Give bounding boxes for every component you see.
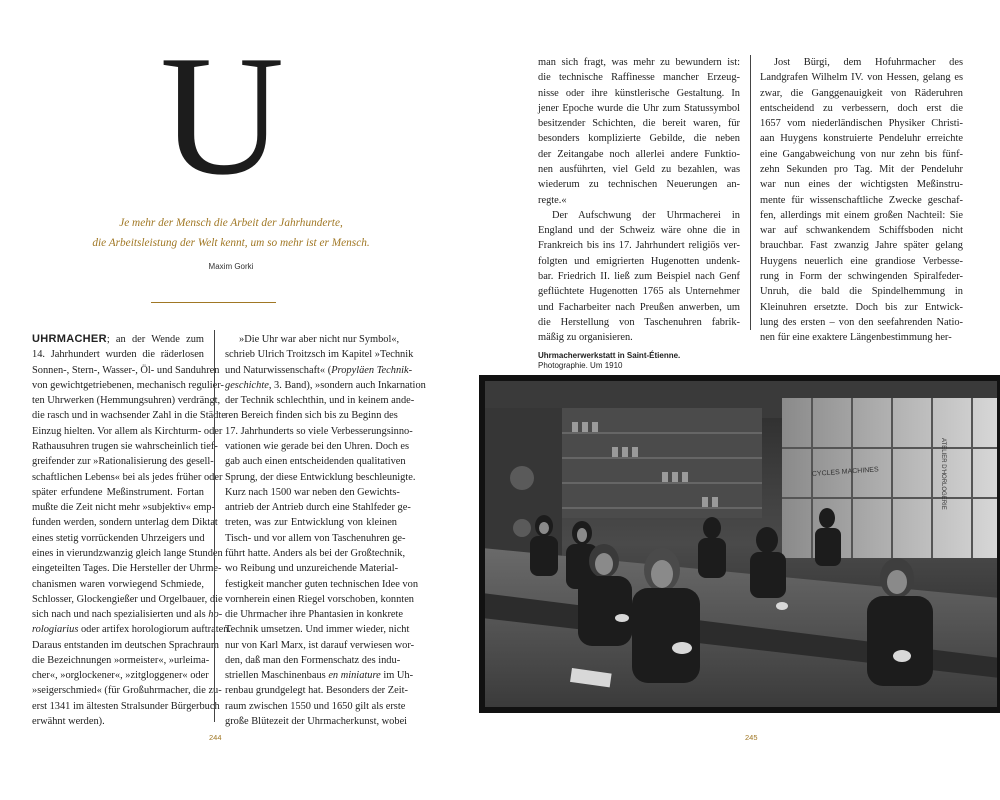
text-line: von gewichtgetriebenen, mechanisch regulier- [32,379,224,391]
text-line: cher«, »orglockener«, »zitgloggener« oder [32,670,209,682]
text-line: »Die Uhr war aber nicht nur Symbol«, [239,334,400,345]
text-line: die Bezeichnungen »ormeister«, »urleima- [32,654,210,666]
text-line: Rathausuhren trugen sie wahrscheinlich tief- [32,440,218,452]
text-line: striellen Maschinenbaus en miniature im Uh- [225,670,414,682]
text-line: Sprung, der diese Entwicklung beschleunigte. [225,471,416,483]
text-line: führt hatte. Anders als bei der Großtechnik, [225,547,406,559]
text-line: besonders komplizierte Gebilde, die neben [538,133,740,145]
text-line: die Herstellung von Taschenuhren fabrik- [538,316,740,328]
text-column-4 [760,55,963,345]
text-line: chanismen waren vorwiegend Schmiede, [32,578,204,590]
text-line: große Blütezeit der Uhrmacherkunst, wobei [225,716,408,728]
text-line: Schlosser, Glockengießer und Orgelbauer, die [32,593,223,605]
text-line: Jost Bürgi, dem Hofuhrmacher des [774,57,963,68]
text-line: Daraus entstanden im deutschen Sprachraum [32,639,219,651]
text-line: zehn Sekunden pro Tag. Mit der Pendeluhr [760,163,963,175]
text-line: vationen wie gerade bei den Uhren. Doch es [225,440,410,452]
page-number-left: 244 [209,733,222,742]
text-fragment: ; an der Wende zum [106,334,204,345]
entry-keyword: UHRMACHER [32,333,107,345]
text-line: brauchbar. Fast zwanzig Jahre später gelang [760,240,963,252]
text-line: war nun eines der wichtigsten Meßinstru- [760,179,963,191]
epigraph-divider [151,302,276,303]
text-line: man sich fragt, was mehr zu bewundern ist: [538,57,740,68]
text-column-3 [538,55,740,345]
text-line: renbau grundgelegt hat. Besonders der Zeit- [225,685,408,697]
text-column-1 [32,332,232,729]
text-line: Kleinuhren ersetzte. Doch bis zur Entwick- [760,301,963,313]
text-line: festigkeit mancher guten technischen Idee von [225,578,419,590]
text-line: mußte die Zeit nicht mehr »subjektiv« emp- [32,502,215,514]
text-line: »seigerschmied« (für Großuhrmacher, die zu- [32,685,222,697]
text-line: geschichte, 3. Band), »sondern auch Inkarnation [225,379,426,391]
text-line: Der Aufschwung der Uhrmacherei in [552,209,740,221]
text-line: Technik umsetzen. Und immer wieder, nicht [225,624,410,636]
text-line: nen ausführten, viel Geld zu bezahlen, was [538,163,740,175]
text-line: erwähnt werden). [32,716,105,728]
text-line: nen für eine exaktere Längenbestimmung her- [760,332,952,344]
text-line: fen, allerdings mit einem großen Nachteil: Sie [760,209,963,221]
text-line: treten, was zur Entwicklung von kleinen [225,517,397,529]
text-line: 17. Jahrhunderts so viele Verbesserungsinno- [225,425,413,437]
text-line: funden werden, sondern unterlag dem Diktat [32,517,218,529]
text-line: der Technik schlechthin, und in keinem ande- [225,395,415,407]
column-divider [214,330,215,722]
text-line: sich nach und nach spezialisierten und als ho- [32,609,223,621]
text-line: Unruh, die bald die Spindelhemmung in [760,286,963,298]
text-line: ren Bereich finden sich bis zu Beginn des [225,410,398,422]
text-line: später erfundene Meßinstrument. Fortan [32,486,204,498]
text-line: antrieb der Antrieb durch eine Stahlfeder ge- [225,502,411,514]
text-line: die technische Raffinesse mancher Erzeug- [538,72,740,84]
text-line: mäßig zu organisieren. [538,332,633,344]
epigraph-author: Maxim Gorki [208,262,254,271]
text-line [32,332,204,347]
page-number-right: 245 [745,733,758,742]
text-line: regte.« [538,194,567,206]
text-line: nur von Karl Marx, ist darauf verwiesen wor- [225,639,415,651]
text-line: besitzender Schichten, die bereit waren, für [538,118,740,130]
text-line: bar. Friedrich II. ließ zum Beispiel nach Genf [538,270,740,282]
text-line: schrieb Ulrich Troitzsch im Kapitel »Technik [225,349,414,361]
text-line: rologiarius oder artifex horologiorum auftraten. [32,624,232,636]
text-line: Landgrafen Wilhelm IV. von Hessen, gelang es [760,72,963,84]
text-line: war auf schwankendem Schiffsboden nicht [760,225,963,237]
text-line: Kurz nach 1500 war neben den Gewichts- [225,486,400,498]
caption-title: Uhrmacherwerkstatt in Saint-Étienne. [538,351,681,360]
text-line: Tisch- und vor allem von Taschenuhren ge- [225,532,406,544]
text-line: 1657 vom niederländischen Physiker Christi- [760,118,963,130]
text-line: entscheidend zu verbessern, doch erst die [760,102,963,114]
shop-sign-text: ATELIER D'HORLOGERIE [940,438,946,510]
text-line: lung des ersten – von den seefahrenden Natio- [760,316,963,328]
workshop-photo-illustration [482,378,1000,710]
text-line: greifender zur »Rationalisierung des gesell- [32,456,214,468]
text-line: folgten und emigrierten Hugenotten undenk- [538,255,740,267]
text-line: Frankreich bis ins 17. Jahrhundert religiös ver- [538,240,740,252]
text-line: rung in Form der schwingenden Spiralfeder- [760,270,963,282]
text-line: Huygens neuerlich eine grandiose Verbesse- [760,255,963,267]
text-line: die rasch und in wachsender Zahl in die Städte [32,410,226,422]
epigraph-line: die Arbeitsleistung der Welt kennt, um so mehr ist er Mensch. [92,236,370,249]
text-line: aan Huygens konstruierte Pendeluhr erreichte [760,133,963,145]
text-line: erst 1341 im ältesten Stralsunder Bürgerbuch [32,700,220,712]
text-line: eine Gangabweichung von nur zehn bis fünf- [760,148,963,160]
text-line: den, daß man den Formenschatz des indu- [225,654,401,666]
text-line: wo Reibung und unzureichende Material- [225,563,399,575]
caption-subtitle: Photographie. Um 1910 [538,361,623,370]
text-line: geflüchtete Hugenotten 1765 als Unternehmer [538,286,740,298]
text-line: mente für wissenschaftliche Zwecke geschaf- [760,194,963,206]
text-line: der Zeitangabe noch allerlei andere Funktio- [538,148,740,160]
text-line: vornherein einen Riegel vorschoben, konnten [225,593,414,605]
text-line: jener Epoche wurde die Uhr zum Statussymbol [538,102,740,114]
text-column-2 [225,332,426,729]
text-line: die Uhrmacher ihre Phantasien in konkrete [225,609,404,621]
text-line: 14. Jahrhundert wurden die räderlosen [32,349,204,361]
column-divider [750,55,751,330]
photo-caption [538,351,680,371]
workshop-photograph [482,378,1000,710]
shop-sign-text: CYCLES MACHINES [811,466,879,478]
text-line: Einzug hielten. Vor allem als Kirchturm- oder [32,425,223,437]
text-line: wiederum zu technischen Neuerungen an- [538,179,740,191]
text-line: eines stetig vorrückenden Uhrzeigers und [32,532,205,544]
text-line: raum zwischen 1550 und 1650 gilt als erste [225,700,406,712]
text-line: eingeteilten Tages. Die Hersteller der Uhrme- [32,563,222,575]
text-line: England und der Schweiz wäre ohne die in [538,225,740,237]
text-line: eines in vierundzwanzig gleich lange Stunden [32,547,223,559]
text-line: ten Uhrwerken (Hemmungsuhren) verdrängt, [32,395,221,407]
text-line: Sonnen-, Stern-, Wasser-, Öl- und Sanduhren [32,364,220,376]
text-line: und Facharbeiter nach Preußen anwerben, um [538,301,740,313]
text-line: gab auch einen entscheidenden qualitativen [225,456,406,468]
epigraph-line: Je mehr der Mensch die Arbeit der Jahrhunderte, [119,217,343,229]
text-line: zwar, die Ganggenauigkeit von Räderuhren [760,87,963,99]
drop-initial: U [160,21,285,211]
epigraph [60,214,402,253]
text-line: schaftlichen Lebens« bei als jedes früher oder [32,471,223,483]
text-line: und Naturwissenschaft« (Propyläen Technik- [225,364,413,376]
text-line: nisse oder ihre künstlerische Gestaltung. In [538,87,740,99]
